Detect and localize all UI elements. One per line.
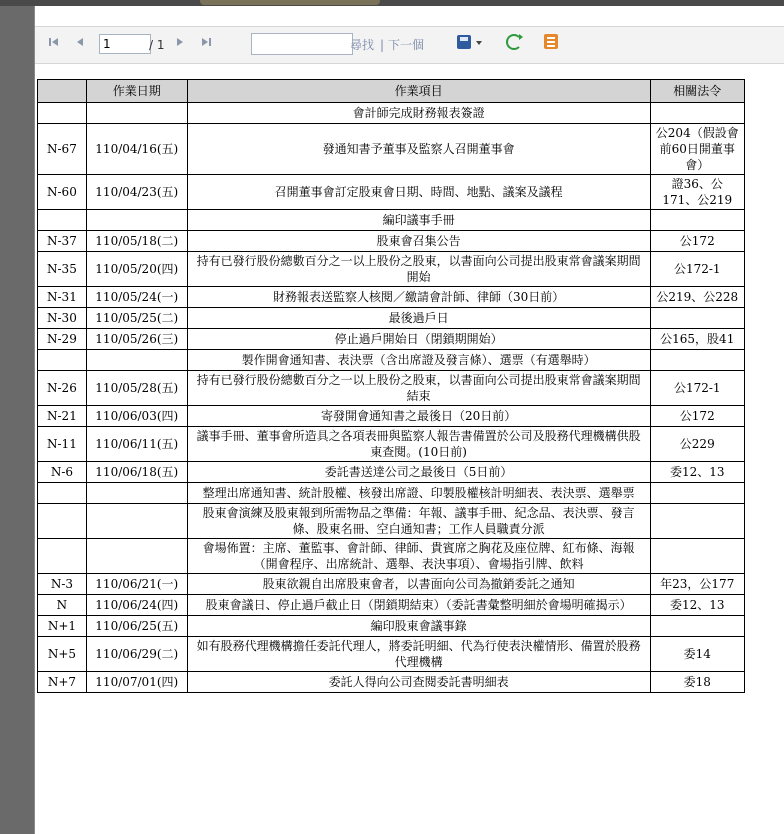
cell-code: N-26 bbox=[38, 371, 87, 406]
cell-law: 公172 bbox=[650, 406, 745, 427]
cell-date: 110/07/01(四) bbox=[86, 672, 187, 693]
cell-item: 財務報表送監察人核閱／繳請會計師、律師（30日前） bbox=[187, 287, 650, 308]
cell-code: N-30 bbox=[38, 308, 87, 329]
cell-item: 會場佈置：主席、董監事、會計師、律師、貴賓席之胸花及座位牌、紅布條、海報（開會程序、出席統計、選舉、表決事項）、會場指引牌、飲料 bbox=[187, 539, 650, 574]
cell-law: 委18 bbox=[650, 672, 745, 693]
find-button[interactable]: 尋找 bbox=[350, 38, 375, 52]
cell-code: N-21 bbox=[38, 406, 87, 427]
toolbar-separator: | bbox=[380, 38, 385, 52]
header-date: 作業日期 bbox=[86, 80, 187, 103]
table-row bbox=[38, 350, 745, 371]
cell-law: 公229 bbox=[650, 427, 745, 462]
print-layout-icon[interactable] bbox=[544, 34, 558, 49]
cell-code bbox=[38, 504, 87, 539]
table-row bbox=[38, 308, 745, 329]
cell-code: N+7 bbox=[38, 672, 87, 693]
table-header-row bbox=[38, 80, 745, 103]
cell-code: N-37 bbox=[38, 231, 87, 252]
cell-date: 110/05/28(五) bbox=[86, 371, 187, 406]
header-code bbox=[38, 80, 87, 103]
cell-law bbox=[650, 504, 745, 539]
cell-code: N-3 bbox=[38, 574, 87, 595]
cell-code bbox=[38, 103, 87, 124]
cell-item: 股東會議日、停止過戶截止日（閉鎖期結束）（委託書彙整明細於會場明確揭示） bbox=[187, 595, 650, 616]
watermark-banner bbox=[200, 0, 380, 5]
cell-item: 股東會召集公告 bbox=[187, 231, 650, 252]
cell-date bbox=[86, 483, 187, 504]
cell-item: 委託人得向公司查閱委託書明細表 bbox=[187, 672, 650, 693]
previous-page-icon[interactable] bbox=[73, 35, 87, 55]
cell-date bbox=[86, 103, 187, 124]
cell-code: N-35 bbox=[38, 252, 87, 287]
cell-date: 110/05/18(二) bbox=[86, 231, 187, 252]
cell-item: 議事手冊、董事會所造具之各項表冊與監察人報告書備置於公司及股務代理機構供股東查閱。(10日前) bbox=[187, 427, 650, 462]
cell-code: N-6 bbox=[38, 462, 87, 483]
cell-date: 110/06/29(二) bbox=[86, 637, 187, 672]
cell-item: 會計師完成財務報表簽證 bbox=[187, 103, 650, 124]
cell-law bbox=[650, 539, 745, 574]
cell-date bbox=[86, 210, 187, 231]
cell-code bbox=[38, 210, 87, 231]
table-row bbox=[38, 175, 745, 210]
table-row bbox=[38, 483, 745, 504]
table-row bbox=[38, 329, 745, 350]
cell-item: 寄發開會通知書之最後日（20日前） bbox=[187, 406, 650, 427]
cell-date: 110/06/24(四) bbox=[86, 595, 187, 616]
cell-law bbox=[650, 616, 745, 637]
cell-law: 公204（假設會前60日開董事會） bbox=[650, 124, 745, 175]
table-row bbox=[38, 595, 745, 616]
header-law: 相關法令 bbox=[650, 80, 745, 103]
table-body bbox=[38, 103, 745, 693]
table-row bbox=[38, 210, 745, 231]
search-input[interactable] bbox=[251, 33, 353, 55]
cell-law: 公219、公228 bbox=[650, 287, 745, 308]
cell-law bbox=[650, 350, 745, 371]
page-number-input[interactable] bbox=[99, 34, 151, 54]
cell-code: N+5 bbox=[38, 637, 87, 672]
cell-law: 公172-1 bbox=[650, 252, 745, 287]
cell-date: 110/06/21(一) bbox=[86, 574, 187, 595]
table-row bbox=[38, 287, 745, 308]
table-row bbox=[38, 124, 745, 175]
last-page-icon[interactable] bbox=[199, 35, 215, 55]
first-page-icon[interactable] bbox=[47, 35, 61, 55]
cell-code bbox=[38, 483, 87, 504]
cell-code: N-67 bbox=[38, 124, 87, 175]
cell-item: 製作開會通知書、表決票（含出席證及發言條）、選票（有選舉時） bbox=[187, 350, 650, 371]
cell-item: 持有已發行股份總數百分之一以上股份之股東，以書面向公司提出股東常會議案期間開始 bbox=[187, 252, 650, 287]
cell-law bbox=[650, 483, 745, 504]
cell-item: 股東會演練及股東報到所需物品之準備：年報、議事手冊、紀念品、表決票、發言條、股東名冊、空白通知書；工作人員職責分派 bbox=[187, 504, 650, 539]
page-total: / 1 bbox=[149, 38, 165, 52]
schedule-table bbox=[37, 79, 745, 693]
cell-code: N+1 bbox=[38, 616, 87, 637]
cell-date bbox=[86, 350, 187, 371]
cell-date: 110/05/24(一) bbox=[86, 287, 187, 308]
cell-item: 委託書送達公司之最後日（5日前） bbox=[187, 462, 650, 483]
cell-code: N-31 bbox=[38, 287, 87, 308]
cell-law bbox=[650, 210, 745, 231]
cell-item: 發通知書予董事及監察人召開董事會 bbox=[187, 124, 650, 175]
save-icon[interactable] bbox=[457, 35, 471, 49]
cell-date: 110/05/20(四) bbox=[86, 252, 187, 287]
table-row bbox=[38, 231, 745, 252]
cell-law: 公165，股41 bbox=[650, 329, 745, 350]
cell-date: 110/06/18(五) bbox=[86, 462, 187, 483]
cell-item: 編印議事手冊 bbox=[187, 210, 650, 231]
report-toolbar bbox=[35, 26, 784, 64]
cell-item: 持有已發行股份總數百分之一以上股份之股東，以書面向公司提出股東常會議案期間結束 bbox=[187, 371, 650, 406]
table-row bbox=[38, 462, 745, 483]
cell-code: N-60 bbox=[38, 175, 87, 210]
cell-item: 編印股東會議事錄 bbox=[187, 616, 650, 637]
report-viewer bbox=[34, 6, 784, 834]
cell-law: 證36、公171、公219 bbox=[650, 175, 745, 210]
cell-law: 委14 bbox=[650, 637, 745, 672]
next-page-icon[interactable] bbox=[173, 35, 187, 55]
table-row bbox=[38, 616, 745, 637]
table-row bbox=[38, 637, 745, 672]
cell-code: N bbox=[38, 595, 87, 616]
refresh-icon[interactable] bbox=[506, 34, 522, 50]
cell-date: 110/05/25(二) bbox=[86, 308, 187, 329]
header-item: 作業項目 bbox=[187, 80, 650, 103]
table-row bbox=[38, 371, 745, 406]
cell-date: 110/06/11(五) bbox=[86, 427, 187, 462]
cell-law: 公172 bbox=[650, 231, 745, 252]
table-row bbox=[38, 539, 745, 574]
cell-item: 整理出席通知書、統計股權、核發出席證、印製股權核計明細表、表決票、選舉票 bbox=[187, 483, 650, 504]
cell-law bbox=[650, 308, 745, 329]
cell-date bbox=[86, 539, 187, 574]
cell-date bbox=[86, 504, 187, 539]
table-row bbox=[38, 504, 745, 539]
cell-item: 召開董事會訂定股東會日期、時間、地點、議案及議程 bbox=[187, 175, 650, 210]
cell-code bbox=[38, 539, 87, 574]
table-row bbox=[38, 427, 745, 462]
table-row bbox=[38, 574, 745, 595]
cell-item: 最後過戶日 bbox=[187, 308, 650, 329]
table-row bbox=[38, 103, 745, 124]
cell-date: 110/05/26(三) bbox=[86, 329, 187, 350]
cell-date: 110/06/03(四) bbox=[86, 406, 187, 427]
cell-law: 公172-1 bbox=[650, 371, 745, 406]
cell-item: 停止過戶開始日（閉鎖期開始） bbox=[187, 329, 650, 350]
cell-law: 委12、13 bbox=[650, 462, 745, 483]
cell-code: N-11 bbox=[38, 427, 87, 462]
export-dropdown-icon[interactable] bbox=[476, 41, 482, 45]
cell-item: 股東欲親自出席股東會者，以書面向公司為撤銷委託之通知 bbox=[187, 574, 650, 595]
table-row bbox=[38, 252, 745, 287]
cell-law: 年23，公177 bbox=[650, 574, 745, 595]
cell-law bbox=[650, 103, 745, 124]
cell-date: 110/04/23(五) bbox=[86, 175, 187, 210]
find-next-button[interactable]: 下一個 bbox=[388, 38, 425, 52]
cell-item: 如有股務代理機構擔任委託代理人，將委託明細、代為行使表決權情形、備置於股務代理機構 bbox=[187, 637, 650, 672]
table-row bbox=[38, 672, 745, 693]
cell-date: 110/06/25(五) bbox=[86, 616, 187, 637]
cell-code bbox=[38, 350, 87, 371]
cell-law: 委12、13 bbox=[650, 595, 745, 616]
cell-date: 110/04/16(五) bbox=[86, 124, 187, 175]
cell-code: N-29 bbox=[38, 329, 87, 350]
table-row bbox=[38, 406, 745, 427]
